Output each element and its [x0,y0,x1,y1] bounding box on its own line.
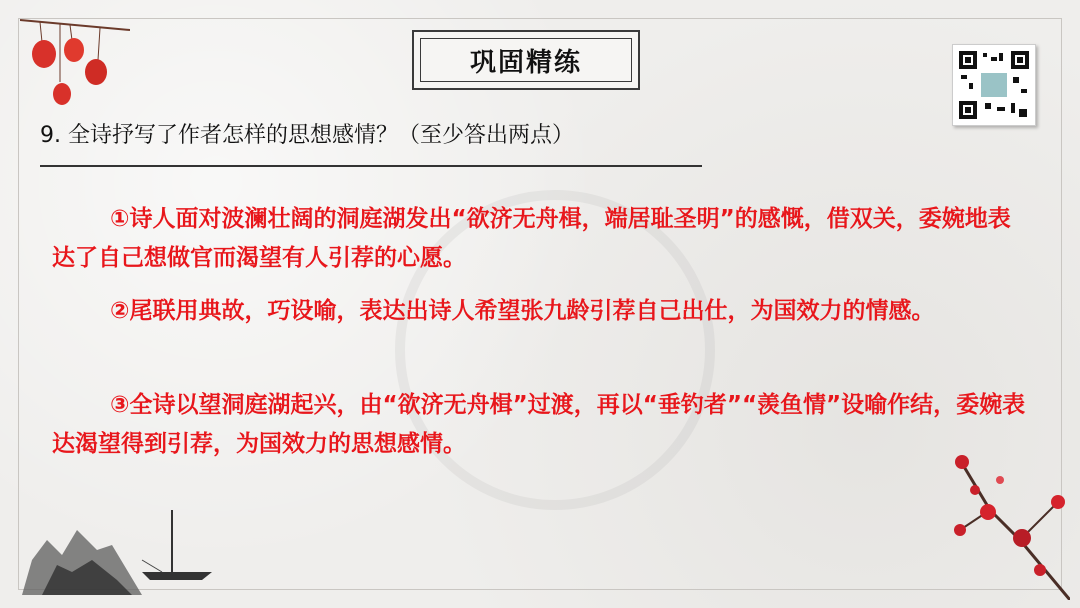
page-title: 巩固精练 [469,47,582,78]
question-underline [40,165,702,167]
question-text: 9. 全诗抒写了作者怎样的思想感情？（至少答出两点） [40,123,574,148]
answer-1: ①诗人面对波澜壮阔的洞庭湖发出“欲济无舟楫，端居耻圣明”的感慨，借双关，委婉地表达了自己想做官而渴望有人引荐的心愿。 [52,206,1011,271]
qr-code-icon[interactable] [952,44,1036,126]
title-banner [412,30,640,90]
answer-2: ②尾联用典故，巧设喻，表达出诗人希望张九龄引荐自己出仕，为国效力的情感。 [110,298,935,324]
answer-3: ③全诗以望洞庭湖起兴，由“欲济无舟楫”过渡，再以“垂钓者”“羡鱼情”设喻作结，委婉表达渴望得到引荐，为国效力的思想感情。 [52,392,1026,457]
landscape-boat-icon [22,500,242,595]
plum-blossom-icon [900,420,1070,600]
red-lantern-icon [20,12,130,112]
